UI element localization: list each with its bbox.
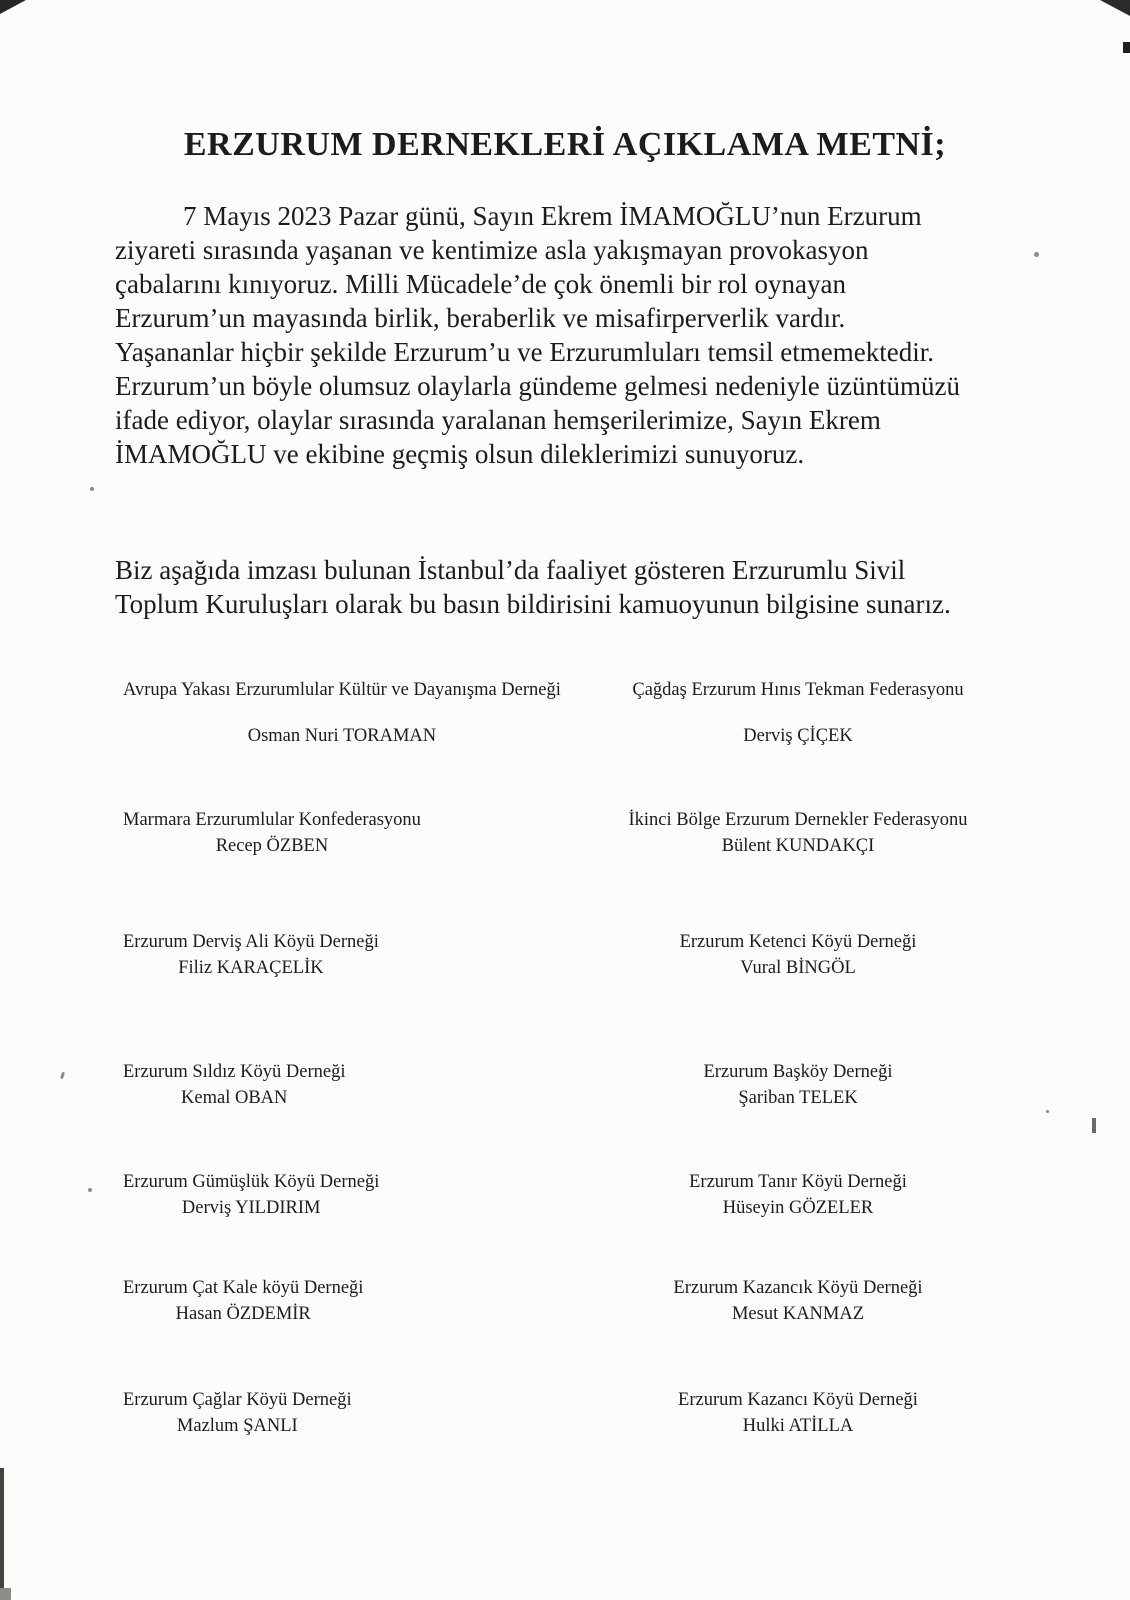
scan-speck: [88, 1188, 92, 1192]
signatory-org: Çağdaş Erzurum Hınıs Tekman Federasyonu: [632, 680, 964, 700]
signatory-org: Erzurum Kazancı Köyü Derneği: [678, 1390, 918, 1410]
signatory-name: Derviş ÇİÇEK: [743, 726, 853, 746]
scan-artifact-corner: [0, 0, 26, 14]
scan-speck: [60, 1072, 65, 1080]
signatory-name: Hulki ATİLLA: [742, 1416, 854, 1436]
signatory-org: Erzurum Derviş Ali Köyü Derneği: [123, 932, 379, 952]
signatory-org: Erzurum Tanır Köyü Derneği: [689, 1172, 907, 1192]
signatory-name: Şariban TELEK: [738, 1088, 858, 1108]
statement-paragraph-2: Biz aşağıda imzası bulunan İstanbul’da faaliyet gösteren Erzurumlu Sivil Toplum Kuruluşları olarak bu basın bildirisini kamuoyunun bilgisine sunarız.: [115, 555, 951, 619]
signatory-entry: [632, 678, 963, 749]
scan-artifact-mark: [1092, 1118, 1096, 1133]
signatory-entry: [123, 808, 421, 859]
signatory-org: İkinci Bölge Erzurum Dernekler Federasyonu: [628, 810, 968, 830]
signatory-entry: [123, 1060, 345, 1111]
signatory-entry: [680, 930, 917, 981]
signatory-name: Derviş YILDIRIM: [181, 1198, 321, 1218]
scan-speck: [90, 487, 94, 491]
signatory-name: Vural BİNGÖL: [740, 958, 856, 978]
scan-artifact-corner: [0, 1588, 11, 1600]
scan-speck: [1046, 1110, 1049, 1113]
signatory-entry: [678, 1388, 918, 1439]
signatory-name: Bülent KUNDAKÇI: [721, 836, 875, 856]
signatory-org: Marmara Erzurumlular Konfederasyonu: [123, 810, 421, 830]
signatory-org: Erzurum Kazancık Köyü Derneği: [673, 1278, 923, 1298]
signatory-entry: [123, 1170, 379, 1221]
signatory-name: Mazlum ŞANLI: [176, 1416, 298, 1436]
signatory-name: Hüseyin GÖZELER: [722, 1198, 874, 1218]
signatory-name: Kemal OBAN: [181, 1088, 288, 1108]
signatory-entry: [673, 1276, 922, 1327]
signatory-org: Erzurum Başköy Derneği: [703, 1062, 893, 1082]
signatory-entry: [123, 1388, 352, 1439]
signatory-org: Erzurum Gümüşlük Köyü Derneği: [123, 1172, 380, 1192]
signatory-entry: [123, 678, 561, 749]
signatory-name: Osman Nuri TORAMAN: [247, 726, 437, 746]
signatory-org: Erzurum Sıldız Köyü Derneği: [123, 1062, 346, 1082]
signatory-name: Filiz KARAÇELİK: [178, 958, 324, 978]
statement-paragraph-1: 7 Mayıs 2023 Pazar günü, Sayın Ekrem İMAMOĞLU’nun Erzurum ziyareti sırasında yaşanan ve kentimize asla yakışmayan provokasyon çabalarını kınıyoruz. Milli Mücadele’de çok önemli bir rol oynayan Erzurum’un mayasında birlik, beraberlik ve misafirperverlik vardır. Yaşananlar hiçbir şekilde Erzurum’u ve Erzurumluları temsil etmemektedir. Erzurum’un böyle olumsuz olaylarla gündeme gelmesi nedeniyle üzüntümüzü ifade ediyor, olaylar sırasında yaralanan hemşerilerimize, Sayın Ekrem İMAMOĞLU ve ekibine geçmiş olsun dileklerimizi sunuyoruz.: [115, 201, 961, 469]
signatory-name: Hasan ÖZDEMİR: [175, 1304, 311, 1324]
scan-artifact-mark: [1123, 42, 1130, 53]
signatory-entry: [123, 930, 379, 981]
document-title: ERZURUM DERNEKLERİ AÇIKLAMA METNİ;: [183, 125, 947, 163]
signatory-entry: [703, 1060, 892, 1111]
signatory-org: Erzurum Çat Kale köyü Derneği: [123, 1278, 364, 1298]
scan-artifact-corner: [1100, 0, 1130, 16]
signatory-entry: [628, 808, 967, 859]
signatory-name: Mesut KANMAZ: [731, 1304, 865, 1324]
signatory-org: Erzurum Ketenci Köyü Derneği: [679, 932, 917, 952]
signatory-org: Avrupa Yakası Erzurumlular Kültür ve Dayanışma Derneği: [123, 680, 561, 700]
scan-speck: [1034, 252, 1039, 257]
signatory-entry: [689, 1170, 907, 1221]
scan-artifact-edge: [0, 1468, 4, 1600]
signatory-org: Erzurum Çağlar Köyü Derneği: [123, 1390, 352, 1410]
signatory-entry: [123, 1276, 363, 1327]
signatory-name: Recep ÖZBEN: [215, 836, 329, 856]
